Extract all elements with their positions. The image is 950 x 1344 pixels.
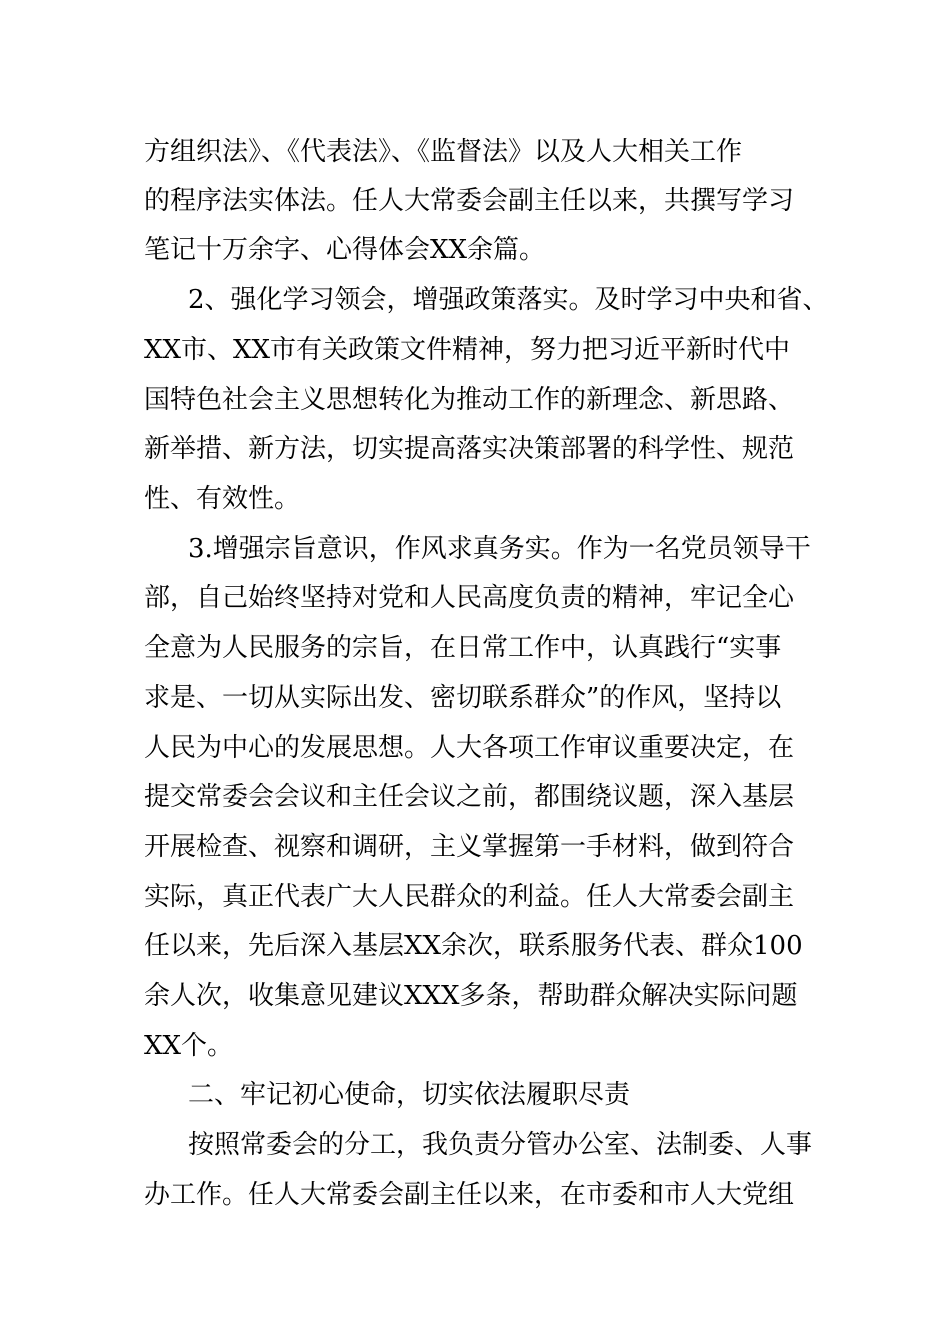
text-line: 办工作。任人大常委会副主任以来，在市委和市人大党组 — [144, 1180, 795, 1210]
text-line: 国特色社会主义思想转化为推动工作的新理念、新思路、 — [144, 385, 795, 415]
text-line: 提交常委会会议和主任会议之前，都围绕议题，深入基层 — [144, 782, 795, 812]
text-line: 任以来，先后深入基层XX余次，联系服务代表、群众100 — [144, 931, 803, 961]
text-line: XX市、XX市有关政策文件精神，努力把习近平新时代中 — [144, 335, 791, 365]
text-line: 的程序法实体法。任人大常委会副主任以来，共撰写学习 — [144, 186, 795, 216]
text-line: 新举措、新方法，切实提高落实决策部署的科学性、规范 — [144, 434, 795, 464]
text-line: 全意为人民服务的宗旨，在日常工作中，认真践行“实事 — [144, 633, 782, 663]
text-line: 余人次，收集意见建议XXX多条，帮助群众解决实际问题 — [144, 981, 798, 1011]
text-line: 部，自己始终坚持对党和人民高度负责的精神，牢记全心 — [144, 583, 795, 613]
text-line: 人民为中心的发展思想。人大各项工作审议重要决定，在 — [144, 733, 795, 763]
text-line: 笔记十万余字、心得体会XX余篇。 — [144, 235, 546, 265]
text-line: 2、强化学习领会，增强政策落实。及时学习中央和省、 — [188, 285, 829, 315]
text-line: 实际，真正代表广大人民群众的利益。任人大常委会副主 — [144, 882, 795, 912]
text-line: 求是、一切从实际出发、密切联系群众”的作风，坚持以 — [144, 683, 782, 713]
section-heading: 二、牢记初心使命，切实依法履职尽责 — [188, 1080, 631, 1110]
text-line: 方组织法》、《代表法》、《监督法》以及人大相关工作 — [144, 137, 743, 167]
text-line: 性、有效性。 — [144, 484, 301, 514]
text-line: 按照常委会的分工，我负责分管办公室、法制委、人事 — [188, 1130, 813, 1160]
text-line: XX个。 — [144, 1031, 234, 1061]
text-line: 3.增强宗旨意识，作风求真务实。作为一名党员领导干 — [188, 534, 811, 564]
text-line: 开展检查、视察和调研，主义掌握第一手材料，做到符合 — [144, 832, 795, 862]
